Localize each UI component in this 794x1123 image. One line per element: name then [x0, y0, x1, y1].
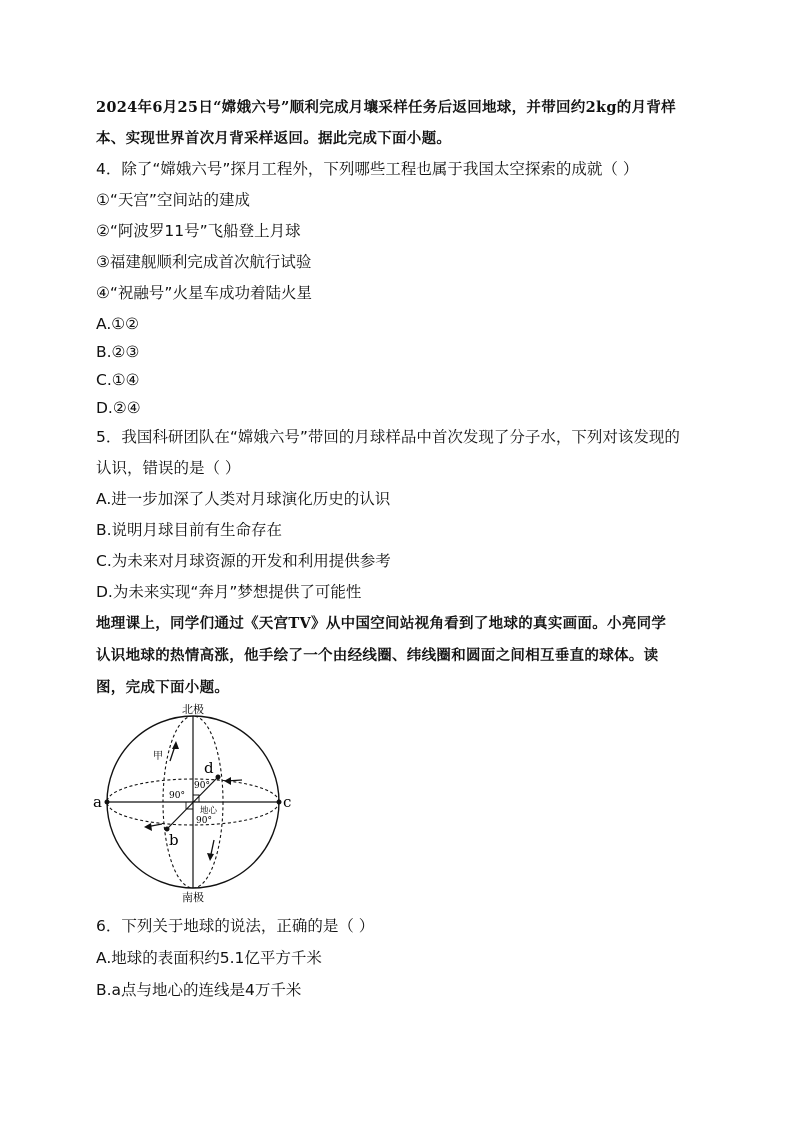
south-pole-label: 南极 [182, 891, 204, 903]
q4-item-4: ④“祝融号”火星车成功着陆火星 [96, 284, 312, 302]
label-a: a [93, 793, 102, 811]
label-b: b [169, 831, 179, 849]
q4-option-c: C.①④ [96, 371, 140, 389]
arrow-right-meridian-icon [207, 840, 214, 861]
angle-label-2: 90° [194, 781, 210, 791]
jia-label: 甲 [153, 751, 163, 762]
q4-item-1: ①“天宫”空间站的建成 [96, 191, 250, 209]
arrow-equator-front-icon [144, 823, 162, 831]
angle-label-3: 90° [196, 816, 212, 826]
q5-option-d: D.为未来实现“奔月”梦想提供了可能性 [96, 583, 362, 601]
intro-text-line-2: 本、实现世界首次月背采样返回。据此完成下面小题。 [96, 130, 452, 147]
arrow-equator-back-icon [224, 777, 242, 785]
q4-option-a: A.①② [96, 315, 140, 333]
q4-item-2: ②“阿波罗11号”飞船登上月球 [96, 222, 301, 240]
label-d: d [204, 759, 214, 777]
intro2-text-line-3: 图，完成下面小题。 [96, 679, 230, 696]
q6-option-a: A.地球的表面积约5.1亿平方千米 [96, 949, 322, 967]
question-6-stem: 6．下列关于地球的说法，正确的是（ ） [96, 917, 375, 935]
point-c [277, 800, 282, 805]
globe-diagram [90, 703, 300, 903]
intro2-text-line-2: 认识地球的热情高涨，他手绘了一个由经线圈、纬线圈和圆面之间相互垂直的球体。读 [96, 647, 659, 664]
q4-option-d: D.②④ [96, 399, 141, 417]
arrow-jia-icon [170, 741, 179, 761]
q5-option-b: B.说明月球目前有生命存在 [96, 521, 283, 539]
question-5-stem-line-2: 认识，错误的是（ ） [96, 459, 241, 477]
q4-option-b: B.②③ [96, 343, 140, 361]
q5-option-a: A.进一步加深了人类对月球演化历史的认识 [96, 490, 391, 508]
globe-figure [90, 703, 300, 903]
intro2-text-line-1: 地理课上，同学们通过《天宫TV》从中国空间站视角看到了地球的真实画面。小亮同学 [96, 615, 667, 632]
q5-option-c: C.为未来对月球资源的开发和利用提供参考 [96, 552, 391, 570]
q4-item-3: ③福建舰顺利完成首次航行试验 [96, 253, 312, 271]
q6-option-b: B.a点与地心的连线是4万千米 [96, 981, 302, 999]
center-label: 地心 [200, 806, 218, 816]
question-5-stem-line-1: 5．我国科研团队在“嫦娥六号”带回的月球样品中首次发现了分子水，下列对该发现的 [96, 428, 680, 446]
angle-label-1: 90° [169, 791, 185, 801]
north-pole-label: 北极 [182, 703, 204, 716]
intro-text-line-1: 2024年6月25日“嫦娥六号”顺利完成月壤采样任务后返回地球，并带回约2kg的月背样 [96, 99, 676, 116]
label-c: c [283, 793, 292, 811]
question-4-stem: 4．除了“嫦娥六号”探月工程外，下列哪些工程也属于我国太空探索的成就（ ） [96, 160, 639, 178]
point-a [105, 800, 110, 805]
point-d [216, 775, 221, 780]
